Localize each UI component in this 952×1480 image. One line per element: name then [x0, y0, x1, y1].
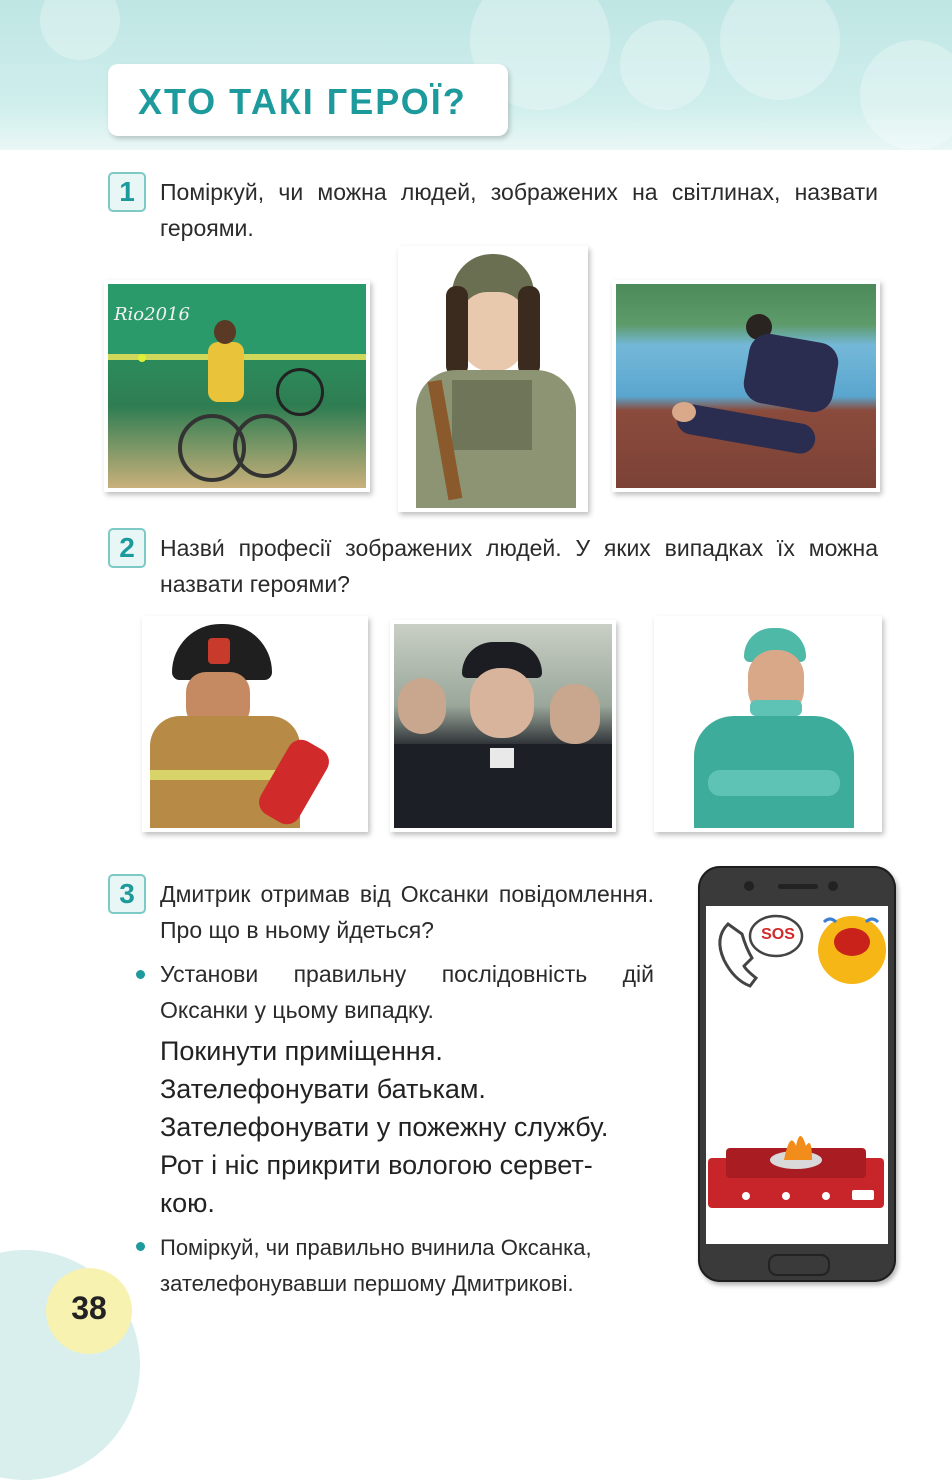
bullet-dot	[136, 1242, 145, 1251]
task1-text: Поміркуй, чи можна людей, зображених на світлинах, назвати героями.	[160, 179, 878, 241]
task-number-3: 3	[108, 874, 146, 914]
home-button	[768, 1254, 830, 1276]
surgeon-photo	[654, 616, 882, 832]
tennis-player-wheelchair-photo	[104, 280, 370, 492]
camera-icon	[744, 881, 754, 891]
page-title: ХТО ТАКІ ГЕРОЇ?	[138, 81, 467, 122]
step-item: Зателефонувати батькам.	[160, 1074, 486, 1104]
sensor-icon	[828, 881, 838, 891]
task-number-1: 1	[108, 172, 146, 212]
bubble-decoration	[40, 0, 120, 60]
task3-bullet2: Поміркуй, чи правильно вчинила Оксанка, зателефонувавши першому Дмитрикові.	[160, 1235, 592, 1296]
rio-logo: Rio2016	[114, 304, 190, 325]
task3-text: Дмитрик отримав від Оксанки повідомлення. Про що в ньому йдеться?	[160, 881, 654, 943]
phone-screen	[706, 906, 888, 1244]
sos-label: SOS	[761, 926, 795, 943]
bubble-decoration	[860, 40, 952, 150]
speaker-grille	[778, 884, 818, 889]
step-item: Покинути приміщення.	[160, 1036, 443, 1066]
bullet-dot	[136, 970, 145, 979]
page-number: 38	[71, 1290, 107, 1326]
female-soldier-photo	[398, 246, 588, 512]
step-item: кою.	[160, 1188, 215, 1218]
title-box	[108, 64, 508, 136]
police-officers-photo	[390, 620, 616, 832]
smartphone-illustration	[698, 866, 896, 1282]
crying-emoji-icon	[818, 916, 886, 984]
task-number-2: 2	[108, 528, 146, 568]
phone-screen-art	[706, 906, 888, 1244]
firefighter-photo	[142, 616, 368, 832]
bubble-decoration	[620, 20, 710, 110]
task3-bullet1: Установи правильну послідовність дій Оксанки у цьому випадку.	[160, 961, 654, 1023]
bubble-decoration	[720, 0, 840, 100]
boy-first-aid-pool-photo	[612, 280, 880, 492]
stove-fire-icon	[708, 1136, 884, 1208]
step-item: Рот і ніс прикрити вологою сервет-	[160, 1150, 593, 1180]
step-item: Зателефонувати у пожежну службу.	[160, 1112, 609, 1142]
task2-text: Назви́ професії зображених людей. У яких випадках їх можна назвати героями?	[160, 535, 878, 597]
